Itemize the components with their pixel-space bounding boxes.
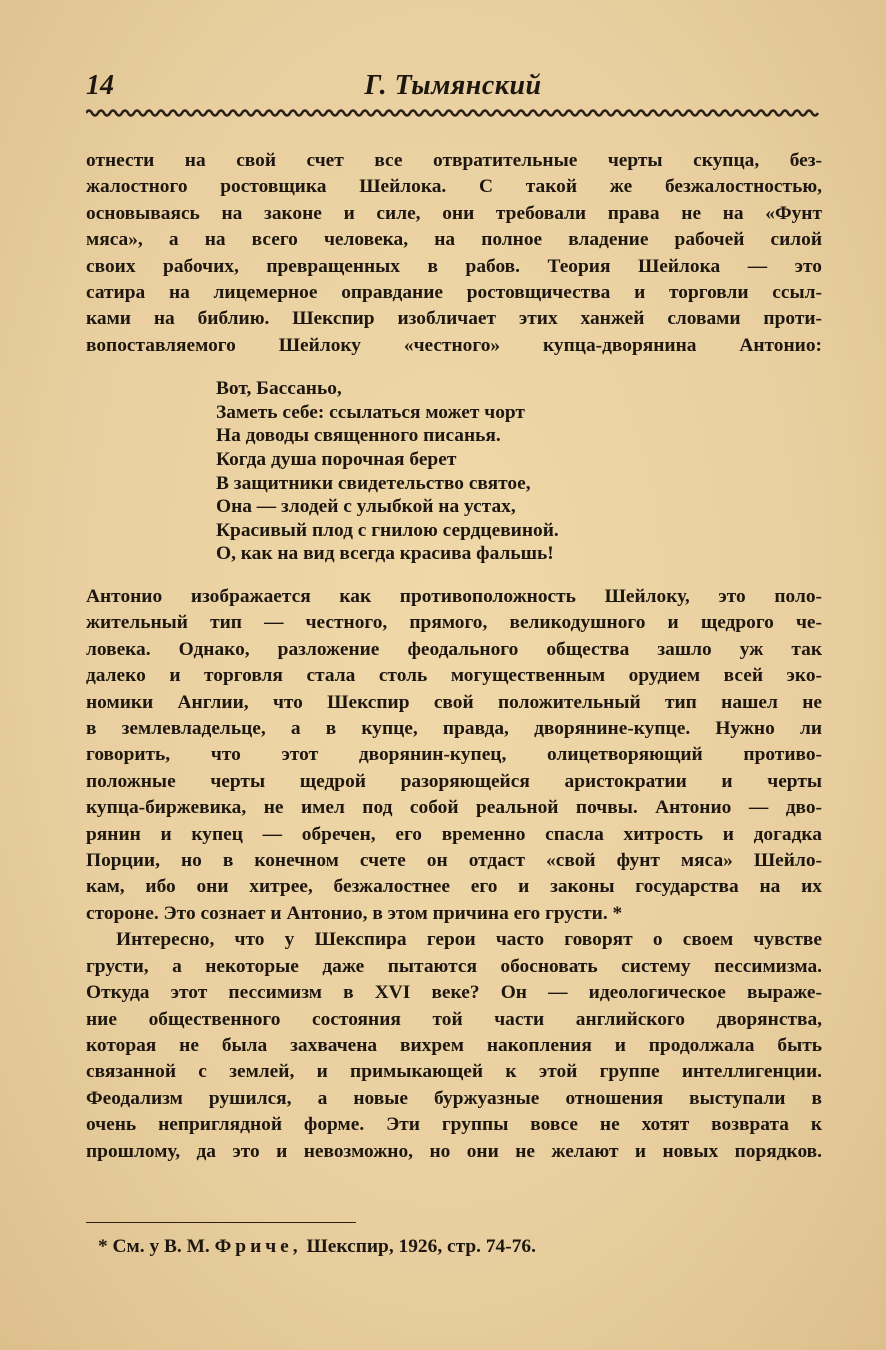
header-ornament-rule <box>86 106 820 120</box>
verse-line: О, как на вид всегда красива фальшь! <box>216 543 554 565</box>
text-line: стороне. Это сознает и Антонио, в этом причина его грусти. * <box>86 902 623 924</box>
main-text <box>86 148 822 1165</box>
running-head: Г. Тымянский <box>364 70 542 101</box>
text-line: ние общественного состояния той части английского дворянства, <box>86 1008 822 1030</box>
text-line: очень неприглядной форме. Эти группы вовсе не хотят возврата к <box>86 1114 822 1136</box>
footnote <box>98 1234 818 1260</box>
text-line: Антонио изображается как противоположность Шейлоку, это поло- <box>86 586 822 607</box>
text-line: Интересно, что у Шекспира герои часто говорят о своем чувстве <box>116 929 822 951</box>
verse-line: На доводы священного писанья. <box>216 425 501 447</box>
paragraph-antonio <box>86 584 822 927</box>
paragraph-continued <box>86 148 822 359</box>
footnote-author: Фриче, <box>214 1236 302 1257</box>
text-line: в землевладельце, а в купце, правда, дворянине-купце. Нужно ли <box>86 718 822 740</box>
verse-line: Когда душа порочная берет <box>216 449 457 471</box>
verse-line: Красивый плод с гнилою сердцевиной. <box>216 519 559 541</box>
text-line: Порции, но в конечном счете он отдаст «свой фунт мяса» Шейло- <box>86 850 822 872</box>
text-line: ловека. Однако, разложение феодального общества зашло уж так <box>86 638 822 660</box>
text-line: грусти, а некоторые даже пытаются обосновать систему пессимизма. <box>86 955 822 977</box>
text-line: Феодализм рушился, а новые буржуазные отношения выступали в <box>86 1087 822 1109</box>
verse-line: Она — злодей с улыбкой на устах, <box>216 496 516 518</box>
footnote-separator <box>86 1222 356 1223</box>
text-line: сатира на лицемерное оправдание ростовщичества и торговли ссыл- <box>86 282 822 304</box>
text-line: основываясь на законе и силе, они требовали права не на «Фунт <box>86 202 822 224</box>
text-line: жительный тип — честного, прямого, великодушного и щедрого че- <box>86 612 822 634</box>
text-line: которая не была захвачена вихрем накопления и продолжала быть <box>86 1034 822 1056</box>
text-line: жалостного ростовщика Шейлока. С такой же безжалостностью, <box>86 176 822 198</box>
text-line: Откуда этот пессимизм в XVI веке? Он — идеологическое выраже- <box>86 982 822 1004</box>
text-line: прошлому, да это и невозможно, но они не желают и новых порядков. <box>86 1140 822 1162</box>
text-line: отнести на свой счет все отвратительные черты скупца, без- <box>86 150 822 171</box>
text-line: вопоставляемого Шейлоку «честного» купца-дворянина Антонио: <box>86 334 822 356</box>
verse-line: В защитники свидетельство святое, <box>216 472 531 494</box>
page-number: 14 <box>86 70 114 101</box>
verse-line: Вот, Бассаньо, <box>216 378 342 400</box>
paragraph-pessimism <box>86 927 822 1165</box>
text-line: номики Англии, что Шекспир свой положительный тип нашел не <box>86 691 822 713</box>
text-line: говорить, что этот дворянин-купец, олицетворяющий противо- <box>86 744 822 766</box>
footnote-prefix: * См. у В. М. <box>98 1236 210 1257</box>
verse-line: Заметь себе: ссылаться может чорт <box>216 401 525 423</box>
text-line: ками на библию. Шекспир изобличает этих ханжей словами проти- <box>86 308 822 330</box>
text-line: своих рабочих, превращенных в рабов. Теория Шейлока — это <box>86 255 822 277</box>
verse-quotation <box>216 377 822 566</box>
text-line: рянин и купец — обречен, его временно спасла хитрость и догадка <box>86 823 822 845</box>
page-header <box>86 70 820 106</box>
text-line: кам, ибо они хитрее, безжалостнее его и законы государства на их <box>86 876 822 898</box>
text-line: мяса», а на всего человека, на полное владение рабочей силой <box>86 229 822 251</box>
text-line: положные черты щедрой разоряющейся аристократии и черты <box>86 770 822 792</box>
footnote-reference: Шекспир, 1926, стр. 74-76. <box>306 1236 536 1257</box>
text-line: связанной с землей, и примыкающей к этой группе интеллигенции. <box>86 1061 822 1083</box>
text-line: купца-биржевика, не имел под собой реальной почвы. Антонио — дво- <box>86 797 822 819</box>
text-line: далеко и торговля стала столь могущественным орудием всей эко- <box>86 665 822 687</box>
